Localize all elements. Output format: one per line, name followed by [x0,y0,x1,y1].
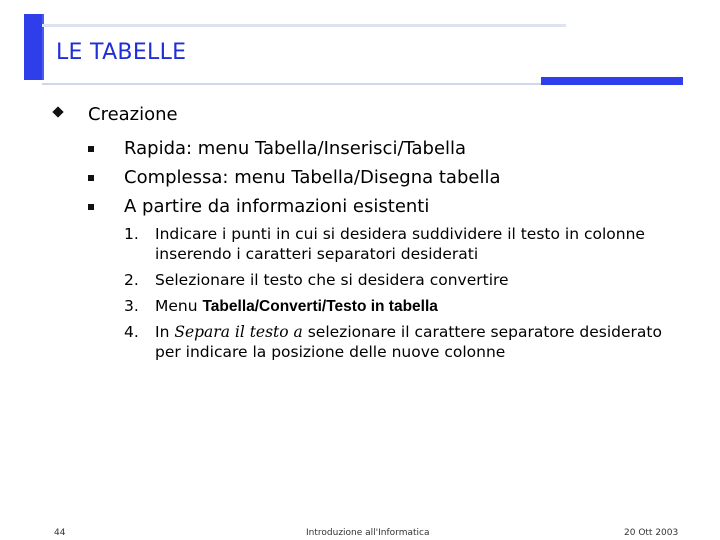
footer-course: Introduzione all'Informatica [306,528,430,538]
header-bottom-rule [42,83,542,85]
step-number: 2. [124,271,139,289]
option-name-italic: Separa il testo a [174,323,303,341]
square-bullet-icon [88,175,94,181]
menu-path-bold: Tabella/Converti/Testo in tabella [202,298,438,315]
step-text: Selezionare il testo che si desidera convertire [155,271,509,289]
page-number: 44 [54,528,66,538]
step-text: Indicare i punti in cui si desidera suddividere il testo in colonne inserendo i caratteri separatori desiderati [155,225,645,263]
title-accent-bar [24,14,42,80]
step-text-prefix: Menu [155,297,203,315]
bullet-level2-text: A partire da informazioni esistenti [124,196,430,217]
header-top-rule [42,24,566,27]
diamond-bullet-icon [52,106,63,117]
bullet-level2-text: Complessa: menu Tabella/Disegna tabella [124,167,501,188]
step-text-prefix: In [155,323,175,341]
square-bullet-icon [88,146,94,152]
bullet-level2-text: Rapida: menu Tabella/Inserisci/Tabella [124,138,467,159]
step-number: 1. [124,225,139,243]
step-text [155,296,675,317]
footer-date: 20 Ott 2003 [624,528,679,538]
bullet-level1 [52,104,178,125]
square-bullet-icon [88,204,94,210]
step-number: 4. [124,323,139,341]
step-text [155,322,675,362]
bullet-level1-text: Creazione [88,104,178,125]
step-text-suffix: selezionare il carattere separatore desiderato per indicare la posizione delle nuove colonne [155,323,662,361]
step-number: 3. [124,297,139,315]
header-accent-block [541,77,683,85]
slide-title: LE TABELLE [56,40,187,65]
